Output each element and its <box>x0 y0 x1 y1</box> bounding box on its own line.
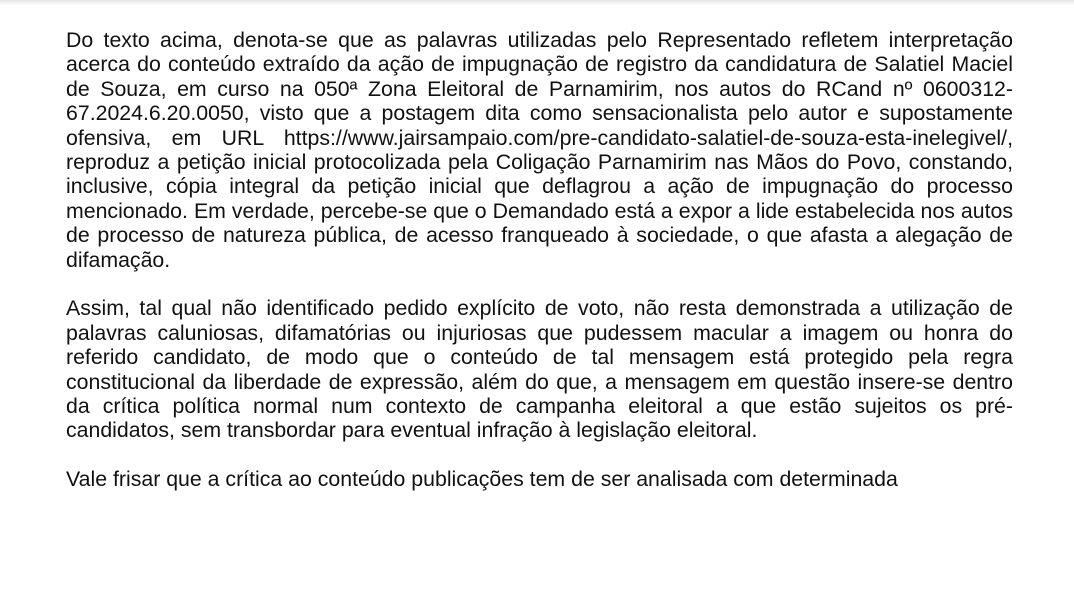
paragraph-defamation-analysis: Do texto acima, denota-se que as palavras utilizadas pelo Representado refletem interpretação acerca do conteúdo extraído da ação de impugnação de registro da candidatura de Salatiel Maciel de Souza, em curso na 050ª Zona Eleitoral de Parnamirim, nos autos do RCand nº 0600312-67.2024.6.20.0050, visto que a postagem dita como sensacionalista pelo autor e supostamente ofensiva, em URL https://www.jairsampaio.com/pre-candidato-salatiel-de-souza-esta-inelegivel/, reproduz a petição inicial protocolizada pela Coligação Parnamirim nas Mãos do Povo, constando, inclusive, cópia integral da petição inicial que deflagrou a ação de impugnação do processo mencionado. Em verdade, percebe-se que o Demandado está a expor a lide estabelecida nos autos de processo de natureza pública, de acesso franqueado à sociedade, o que afasta a alegação de difamação. <box>66 28 1013 272</box>
page-top-edge <box>0 0 1074 6</box>
document-body <box>66 28 1013 492</box>
paragraph-truncated: Vale frisar que a crítica ao conteúdo publicações tem de ser analisada com determinada <box>66 467 898 492</box>
paragraph-freedom-of-expression: Assim, tal qual não identificado pedido explícito de voto, não resta demonstrada a utilização de palavras caluniosas, difamatórias ou injuriosas que pudessem macular a imagem ou honra do referido candidato, de modo que o conteúdo de tal mensagem está protegido pela regra constitucional da liberdade de expressão, além do que, a mensagem em questão insere-se dentro da crítica política normal num contexto de campanha eleitoral a que estão sujeitos os pré-candidatos, sem transbordar para eventual infração à legislação eleitoral. <box>66 296 1013 443</box>
